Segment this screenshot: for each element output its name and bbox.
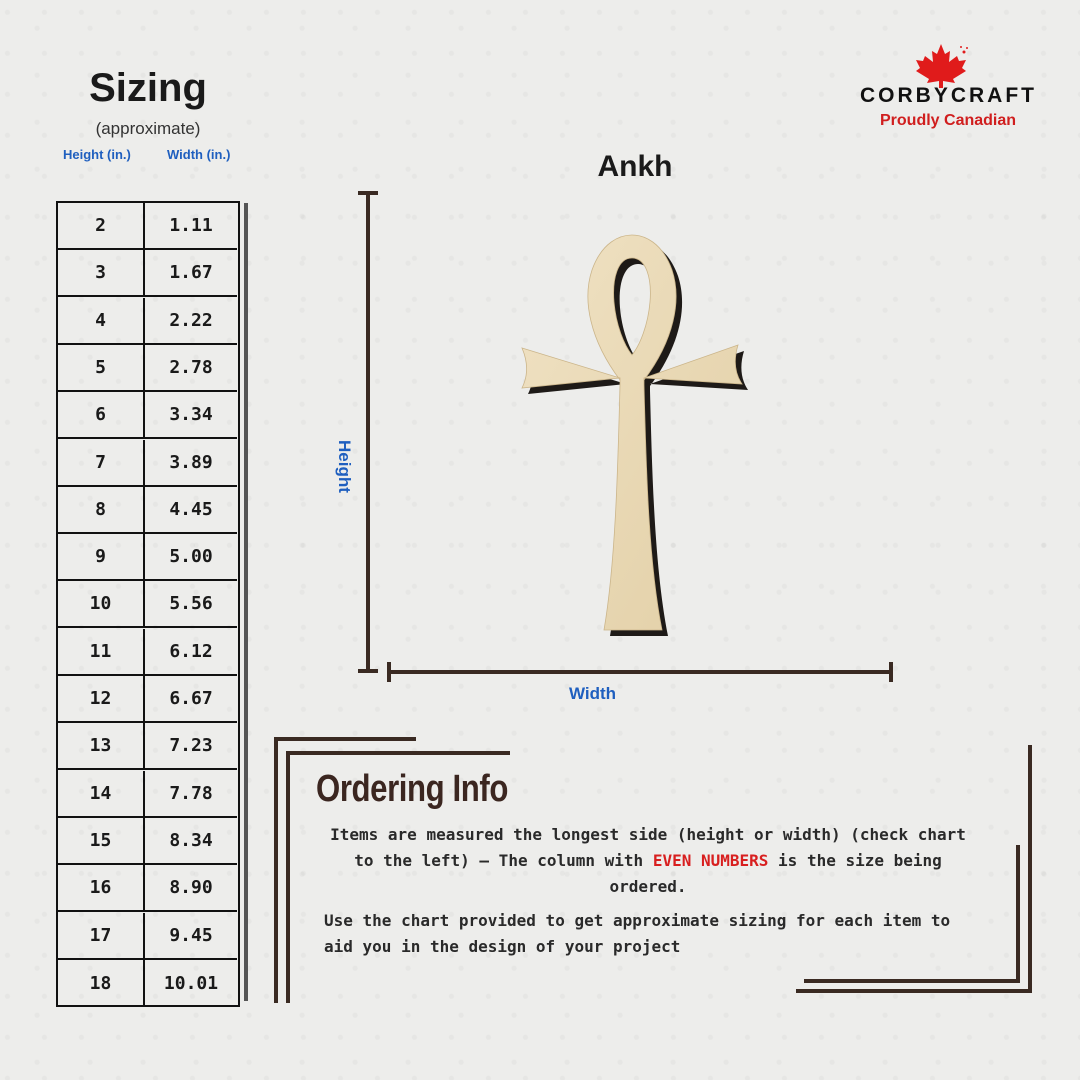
- brand-name: CORBYCRAFT: [860, 84, 1037, 107]
- maple-leaf-icon: [912, 42, 970, 88]
- table-row: [58, 676, 237, 723]
- table-shadow: [244, 203, 248, 1001]
- table-row: [58, 629, 237, 676]
- sizing-title: Sizing: [89, 66, 207, 110]
- height-dimension-line: [358, 190, 378, 674]
- table-row: [58, 250, 237, 297]
- height-cell: 15: [58, 818, 145, 863]
- height-cell: 18: [58, 960, 145, 1007]
- width-cell: 8.34: [169, 829, 213, 851]
- width-cell: 6.12: [169, 640, 213, 662]
- table-row: [58, 723, 237, 770]
- product-title: Ankh: [597, 150, 673, 183]
- table-row: [58, 487, 237, 534]
- table-row: [58, 581, 237, 628]
- height-cell: 5: [58, 345, 145, 390]
- height-cell: 4: [58, 298, 145, 343]
- width-cell: 10.01: [163, 972, 219, 994]
- brand-tagline: Proudly Canadian: [880, 112, 1017, 129]
- table-row: [58, 534, 237, 581]
- width-column-header: Width (in.): [167, 147, 231, 162]
- table-row: [58, 345, 237, 392]
- width-cell: 5.56: [169, 593, 213, 615]
- width-cell: 1.67: [169, 262, 213, 284]
- height-cell: 9: [58, 534, 145, 579]
- height-cell: 17: [58, 913, 145, 958]
- ordering-paragraph-1: Items are measured the longest side (height or width) (check chart to the left) – The column with EVEN NUMBERS is the size being ordered.: [330, 825, 966, 896]
- ordering-title: Ordering Info: [316, 768, 509, 810]
- height-cell: 10: [58, 581, 145, 626]
- width-dimension-line: [386, 662, 894, 682]
- width-cell: 2.22: [169, 309, 213, 331]
- table-row: [58, 392, 237, 439]
- height-cell: 14: [58, 771, 145, 816]
- width-cell: 6.67: [169, 688, 213, 709]
- table-row: [58, 203, 237, 250]
- height-cell: 2: [58, 203, 145, 248]
- table-row: [58, 960, 237, 1007]
- height-column-header: Height (in.): [63, 147, 131, 162]
- width-cell: 5.00: [169, 546, 213, 568]
- table-row: [58, 298, 237, 345]
- width-label: Width: [569, 684, 617, 703]
- ankh-icon: [510, 230, 760, 640]
- height-cell: 6: [58, 392, 145, 437]
- height-cell: 11: [58, 629, 145, 674]
- width-cell: 3.89: [169, 451, 213, 473]
- width-cell: 3.34: [169, 404, 213, 426]
- height-cell: 13: [58, 723, 145, 768]
- width-cell: 9.45: [169, 924, 213, 946]
- width-cell: 2.78: [169, 356, 213, 378]
- height-cell: 3: [58, 250, 145, 295]
- width-cell: 4.45: [169, 498, 213, 520]
- sizing-subtitle: (approximate): [95, 119, 201, 138]
- width-cell: 1.11: [169, 215, 213, 236]
- even-numbers-highlight: EVEN NUMBERS: [652, 851, 769, 870]
- ordering-paragraph-2: Use the chart provided to get approximate sizing for each item to aid you in the design of your project: [324, 911, 951, 956]
- width-cell: 7.23: [169, 735, 213, 757]
- table-row: [58, 913, 237, 960]
- sizing-table: [56, 201, 240, 1007]
- table-row: [58, 865, 237, 912]
- width-cell: 7.78: [169, 782, 213, 804]
- height-label: Height: [335, 440, 354, 493]
- height-cell: 7: [58, 440, 145, 485]
- table-row: [58, 818, 237, 865]
- height-cell: 16: [58, 865, 145, 910]
- table-row: [58, 771, 237, 818]
- height-cell: 8: [58, 487, 145, 532]
- height-cell: 12: [58, 676, 145, 721]
- width-cell: 8.90: [169, 877, 213, 899]
- table-row: [58, 440, 237, 487]
